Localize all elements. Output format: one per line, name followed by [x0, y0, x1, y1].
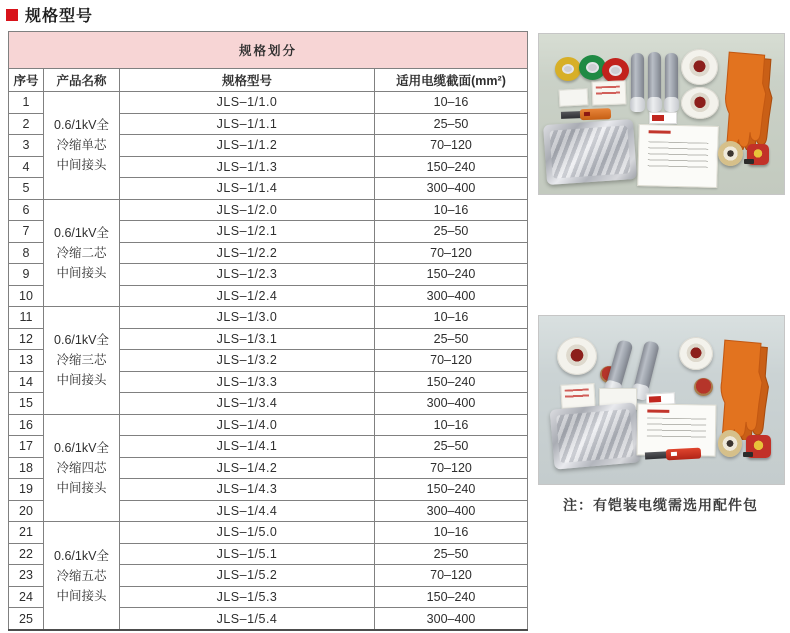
model-cell: JLS–1/1.1	[120, 113, 375, 135]
model-cell: JLS–1/5.0	[120, 522, 375, 544]
printed-pouch	[592, 80, 627, 105]
knife-slider	[671, 452, 677, 456]
section-cell: 70–120	[375, 135, 528, 157]
model-cell: JLS–1/5.1	[120, 543, 375, 565]
serial-cell: 23	[9, 565, 44, 587]
sealing-tape-roll-2	[679, 337, 713, 370]
section-cell: 10–16	[375, 414, 528, 436]
section-cell: 70–120	[375, 565, 528, 587]
serial-cell: 11	[9, 307, 44, 329]
red-square-bullet-icon	[6, 9, 18, 21]
foil-bag	[550, 402, 641, 469]
model-cell: JLS–1/3.0	[120, 307, 375, 329]
table-row	[9, 522, 528, 544]
spec-table	[8, 31, 528, 631]
clear-tape-roll	[718, 141, 743, 166]
section-cell: 150–240	[375, 264, 528, 286]
model-cell: JLS–1/4.1	[120, 436, 375, 458]
serial-cell: 4	[9, 156, 44, 178]
table-header-row	[9, 69, 528, 92]
serial-cell: 25	[9, 608, 44, 631]
measuring-tape	[747, 144, 769, 165]
utility-knife	[645, 448, 701, 462]
section-cell: 25–50	[375, 113, 528, 135]
serial-cell: 8	[9, 242, 44, 264]
tape-roll-yellow	[555, 57, 581, 81]
section-cell: 25–50	[375, 436, 528, 458]
red-label-strip	[649, 112, 677, 124]
model-cell: JLS–1/4.0	[120, 414, 375, 436]
serial-cell: 10	[9, 285, 44, 307]
section-cell: 150–240	[375, 479, 528, 501]
section-cell: 150–240	[375, 371, 528, 393]
model-cell: JLS–1/3.1	[120, 328, 375, 350]
product-name-cell: 0.6/1kV全 冷缩二芯 中间接头	[44, 199, 120, 307]
col-header-cable-section: 适用电缆截面(mm²)	[375, 69, 528, 92]
serial-cell: 5	[9, 178, 44, 200]
product-kit-photo-1	[538, 33, 785, 195]
instruction-sheet	[637, 124, 719, 188]
foil-bag	[543, 119, 637, 185]
product-kit-photo-2	[538, 315, 785, 485]
model-cell: JLS–1/4.2	[120, 457, 375, 479]
col-header-model: 规格型号	[120, 69, 375, 92]
serial-cell: 2	[9, 113, 44, 135]
model-cell: JLS–1/5.3	[120, 586, 375, 608]
model-cell: JLS–1/3.4	[120, 393, 375, 415]
model-cell: JLS–1/3.3	[120, 371, 375, 393]
model-cell: JLS–1/5.2	[120, 565, 375, 587]
section-cell: 300–400	[375, 178, 528, 200]
product-name-cell: 0.6/1kV全 冷缩单芯 中间接头	[44, 92, 120, 200]
product-name-cell: 0.6/1kV全 冷缩四芯 中间接头	[44, 414, 120, 522]
page-title	[6, 3, 93, 26]
sealing-tape-roll-2	[681, 87, 719, 119]
table-body	[9, 92, 528, 631]
page-title-text: 规格型号	[25, 8, 94, 25]
knife-blade	[561, 111, 581, 118]
printed-pouch	[560, 383, 595, 409]
model-cell: JLS–1/4.4	[120, 500, 375, 522]
col-header-serial: 序号	[9, 69, 44, 92]
serial-cell: 3	[9, 135, 44, 157]
serial-cell: 21	[9, 522, 44, 544]
serial-cell: 19	[9, 479, 44, 501]
section-cell: 70–120	[375, 350, 528, 372]
section-cell: 70–120	[375, 457, 528, 479]
utility-knife	[561, 108, 611, 121]
serial-cell: 1	[9, 92, 44, 114]
serial-cell: 20	[9, 500, 44, 522]
section-cell: 300–400	[375, 393, 528, 415]
section-cell: 10–16	[375, 92, 528, 114]
col-header-product-name: 产品名称	[44, 69, 120, 92]
cold-shrink-tube-1	[631, 53, 644, 112]
serial-cell: 17	[9, 436, 44, 458]
measuring-tape	[746, 435, 771, 458]
serial-cell: 7	[9, 221, 44, 243]
serial-cell: 12	[9, 328, 44, 350]
serial-cell: 22	[9, 543, 44, 565]
product-name-cell: 0.6/1kV全 冷缩五芯 中间接头	[44, 522, 120, 631]
model-cell: JLS–1/1.4	[120, 178, 375, 200]
table-row	[9, 414, 528, 436]
model-cell: JLS–1/5.4	[120, 608, 375, 631]
armored-cable-note: 注：有铠装电缆需选用配件包	[563, 497, 758, 513]
model-cell: JLS–1/2.2	[120, 242, 375, 264]
model-cell: JLS–1/1.2	[120, 135, 375, 157]
serial-cell: 6	[9, 199, 44, 221]
section-cell: 70–120	[375, 242, 528, 264]
mastic-tin-2	[694, 378, 713, 396]
clear-tape-roll	[718, 430, 742, 457]
serial-cell: 24	[9, 586, 44, 608]
section-cell: 150–240	[375, 586, 528, 608]
section-cell: 25–50	[375, 221, 528, 243]
white-box	[559, 88, 589, 106]
sealing-tape-roll-1	[557, 337, 597, 375]
section-cell: 25–50	[375, 328, 528, 350]
table-band-title: 规格划分	[9, 32, 528, 69]
product-name-cell: 0.6/1kV全 冷缩三芯 中间接头	[44, 307, 120, 415]
section-cell: 25–50	[375, 543, 528, 565]
section-cell: 10–16	[375, 307, 528, 329]
cold-shrink-tube-2	[648, 52, 661, 112]
section-cell: 150–240	[375, 156, 528, 178]
tape-roll-red	[602, 58, 629, 83]
model-cell: JLS–1/2.3	[120, 264, 375, 286]
serial-cell: 18	[9, 457, 44, 479]
model-cell: JLS–1/1.3	[120, 156, 375, 178]
rubber-gloves	[720, 50, 776, 150]
cold-shrink-tube-3	[665, 53, 678, 112]
knife-slider	[584, 112, 590, 116]
section-cell: 300–400	[375, 285, 528, 307]
serial-cell: 15	[9, 393, 44, 415]
section-cell: 300–400	[375, 500, 528, 522]
model-cell: JLS–1/4.3	[120, 479, 375, 501]
rubber-gloves	[715, 338, 773, 440]
serial-cell: 16	[9, 414, 44, 436]
serial-cell: 9	[9, 264, 44, 286]
model-cell: JLS–1/3.2	[120, 350, 375, 372]
table-row	[9, 199, 528, 221]
table-row	[9, 307, 528, 329]
serial-cell: 14	[9, 371, 44, 393]
section-cell: 300–400	[375, 608, 528, 631]
table-row	[9, 92, 528, 114]
section-cell: 10–16	[375, 522, 528, 544]
model-cell: JLS–1/1.0	[120, 92, 375, 114]
table-band-row	[9, 32, 528, 69]
model-cell: JLS–1/2.1	[120, 221, 375, 243]
model-cell: JLS–1/2.4	[120, 285, 375, 307]
model-cell: JLS–1/2.0	[120, 199, 375, 221]
section-cell: 10–16	[375, 199, 528, 221]
sealing-tape-roll-1	[681, 49, 718, 85]
knife-blade	[645, 451, 668, 459]
serial-cell: 13	[9, 350, 44, 372]
